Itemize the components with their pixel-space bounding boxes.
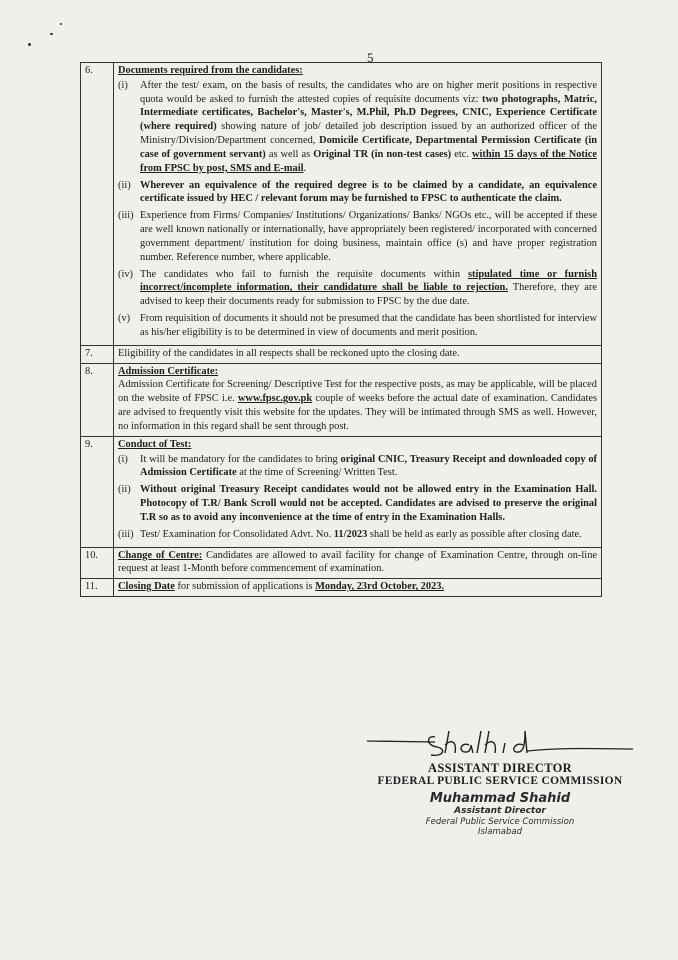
row-content — [114, 436, 602, 547]
row-number: 8. — [81, 363, 114, 436]
text-segment: Domicile Certificate, Departmental Permission Certificate (in case of government servant) — [140, 135, 597, 160]
text-segment: Original TR (in non-test cases) — [313, 148, 452, 160]
text-segment: for submission of applications is — [174, 581, 316, 593]
row-number: 10. — [81, 547, 114, 579]
sub-item — [118, 312, 597, 340]
text-segment: Without original Treasury Receipt candidates would not be allowed entry in the Examination Hall. Photocopy of T.R/ Bank Scroll would not be accepted. Candidates are advised to preserve the original T.R so as to avoid any inconvenience at the time of entry in the Examination Halls. — [140, 484, 597, 523]
sub-item-label: (ii) — [118, 484, 131, 496]
sub-item-text — [140, 483, 597, 524]
row-content — [114, 345, 602, 363]
text-segment: stipulated time or furnish incorrect/incomplete information, their candidature shall be liable to rejection. — [140, 268, 597, 294]
table-row — [81, 579, 602, 597]
sub-item-label: (i) — [118, 79, 128, 91]
sub-item — [118, 179, 597, 207]
sub-item — [118, 209, 597, 264]
row-number: 11. — [81, 579, 114, 597]
text-segment: original CNIC, Treasury Receipt and downloaded copy of Admission Certificate — [140, 453, 597, 479]
row-content — [114, 579, 602, 597]
text-segment: two photographs, Matric, Intermediate certificates, Bachelor's, Master's, M.Phil, Ph.D Degrees, CNIC, Experience Certificate (where required) — [140, 93, 597, 133]
table-row — [81, 63, 602, 346]
text-segment: Admission Certificate for Screening/ Descriptive Test for the respective posts, as may be applicable, will be placed on the website of FPSC i.e. — [118, 379, 597, 405]
sub-item-text — [140, 179, 597, 207]
text-segment: 11/2023 — [333, 528, 368, 540]
table-row — [81, 363, 602, 436]
table-row — [81, 547, 602, 579]
sub-item-label: (iii) — [118, 528, 134, 540]
text-segment: etc. — [451, 148, 472, 160]
text-segment: shall be held as early as possible after closing date. — [367, 528, 582, 540]
sub-item-text — [140, 528, 597, 542]
text-segment: showing nature of job/ detailed job description issued by an authorized officer of the Ministry/Division/Department concerned, — [140, 121, 597, 147]
sub-item-label: (v) — [118, 313, 131, 325]
text-segment: at the time of Screening/ Written Test. — [236, 467, 398, 479]
row-paragraph — [118, 347, 597, 361]
text-segment: www.fpsc.gov.pk — [237, 393, 313, 405]
stamp-organization: Federal Public Service Commission — [425, 816, 575, 827]
row-content — [114, 363, 602, 436]
row-number: 6. — [81, 63, 114, 346]
text-segment: It will be mandatory for the candidates to bring — [140, 453, 341, 465]
sub-item-text — [140, 312, 597, 340]
sub-item — [118, 483, 597, 524]
text-segment: After the test/ exam, on the basis of results, the candidates who are on higher merit positions in respective quota would be asked to furnish the attested copies of requisite documents viz: — [140, 79, 597, 105]
sub-item-label: (ii) — [118, 179, 131, 191]
signatory-title: ASSISTANT DIRECTOR — [428, 761, 572, 775]
row-number: 9. — [81, 436, 114, 547]
text-segment: Experience from Firms/ Companies/ Institutions/ Organizations/ Banks/ NGOs etc., will be accepted if these are well known nationally or internationally, have appropriately been registered/ incorporated with concerned government department/ institution for doing business, maintain office (s) and have proper registration number. Reference number, where applicable. — [140, 210, 597, 263]
sub-item — [118, 268, 597, 309]
sub-item-label: (i) — [118, 453, 128, 465]
sub-item-text — [140, 209, 597, 264]
row-paragraph — [118, 580, 597, 594]
sub-item-text — [140, 268, 597, 309]
page-number: 5 — [367, 50, 374, 65]
text-segment: Test/ Examination for Consolidated Advt. No. — [140, 528, 334, 540]
section-heading: Admission Certificate: — [118, 365, 219, 377]
handwritten-signature — [365, 727, 635, 763]
sub-item — [118, 528, 597, 542]
text-segment: within 15 days of the Notice from FPSC by post, SMS and E-mail — [140, 148, 597, 174]
text-segment: Wherever an equivalence of the required degree is to be claimed by a candidate, an equivalence certificate issued by HEC / relevant forum may be furnished to FPSC to authenticate the claim. — [140, 179, 597, 205]
stamp-designation: Assistant Director — [454, 806, 546, 816]
text-segment: . — [303, 162, 307, 174]
section-heading: Conduct of Test: — [118, 438, 192, 450]
sub-item-label: (iii) — [118, 210, 134, 222]
sub-item-text — [140, 79, 597, 176]
sub-item-text — [140, 453, 597, 481]
sub-item-label: (iv) — [118, 268, 134, 280]
sub-item — [118, 79, 597, 176]
row-paragraph — [118, 378, 597, 433]
text-segment: Candidates are allowed to avail facility for change of Examination Centre, through on-line request at least 1-Month before commencement of examination. — [118, 549, 598, 575]
text-segment: couple of weeks before the actual date of examination. Candidates are advised to frequently visit this website for the updates. They will be intimated through SMS as well. However, no information in this regard shall be sent through post. — [118, 393, 597, 432]
signatory-organization: FEDERAL PUBLIC SERVICE COMMISSION — [377, 775, 623, 787]
row-content — [114, 547, 602, 579]
scan-speck — [28, 43, 31, 46]
scan-speck — [60, 23, 62, 25]
text-segment: as well as — [265, 148, 314, 160]
row-content — [114, 63, 602, 346]
stamp-city: Islamabad — [478, 826, 522, 837]
text-segment: Change of Centre: — [118, 549, 203, 561]
row-number: 7. — [81, 345, 114, 363]
stamp-name: Muhammad Shahid — [429, 791, 571, 806]
text-segment: Monday, 23rd October, 2023. — [315, 581, 445, 593]
row-paragraph — [118, 549, 597, 577]
text-segment: The candidates who fail to furnish the requisite documents within — [140, 268, 468, 280]
sub-item — [118, 453, 597, 481]
table-row — [81, 436, 602, 547]
text-segment: Therefore, they are advised to keep their documents ready for submission to FPSC by the due date. — [140, 282, 597, 308]
text-segment: Eligibility of the candidates in all respects shall be reckoned upto the closing date. — [118, 347, 460, 359]
official-stamp — [405, 791, 595, 837]
conditions-table — [80, 62, 602, 597]
text-segment: Closing Date — [118, 581, 175, 593]
text-segment: From requisition of documents it should not be presumed that the candidate has been shortlisted for interview as his/her eligibility is to be determined in view of documents and merit position. — [140, 313, 597, 338]
scan-speck — [50, 33, 53, 35]
section-heading: Documents required from the candidates: — [118, 65, 303, 76]
table-row — [81, 345, 602, 363]
